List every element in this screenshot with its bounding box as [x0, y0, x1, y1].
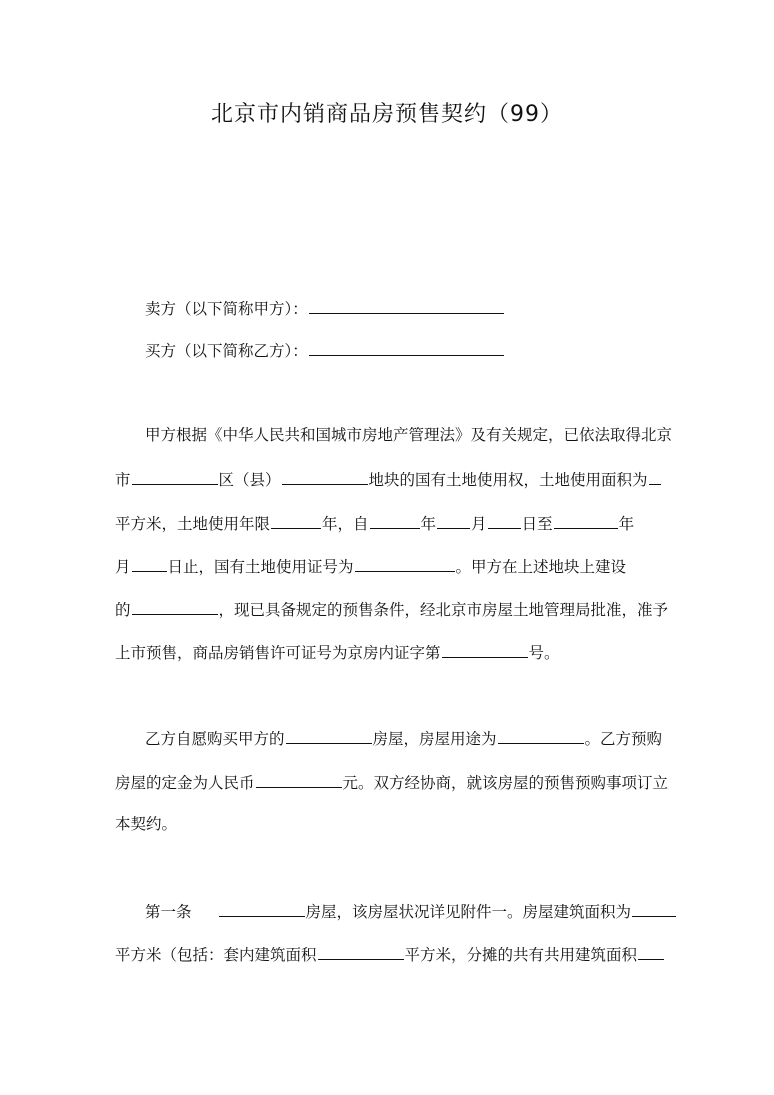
para1-text: 日至: [521, 515, 553, 533]
para1-text: 年，自: [322, 515, 369, 533]
para1-line3: [115, 512, 634, 534]
article1-line1: [145, 900, 677, 922]
para1-line6: [115, 641, 560, 663]
shared-area-blank: [638, 943, 664, 960]
para1-line5: [115, 598, 668, 620]
para1-text: 地块的国有土地使用权，土地使用面积为: [368, 471, 648, 489]
para1-text: ，现已具备规定的预售条件，经北京市房屋土地管理局批准，准予: [218, 601, 669, 619]
para1-line2: [115, 468, 662, 490]
property-blank: [286, 727, 372, 744]
para1-text: 区（县）: [218, 471, 281, 489]
property-use-blank: [498, 727, 584, 744]
para2-text: 房屋，房屋用途为: [372, 730, 497, 748]
buyer-label: 买方（以下简称乙方）：: [145, 342, 308, 360]
end-year-blank: [554, 512, 618, 529]
deposit-amount-blank: [256, 771, 342, 788]
para1-text: 市: [115, 471, 131, 489]
start-month-blank: [437, 512, 470, 529]
article1-heading: 第一条: [145, 903, 192, 921]
para2-line3: [115, 814, 177, 834]
county-blank: [282, 468, 368, 485]
buyer-name-blank: [309, 339, 504, 356]
document-title: 北京市内销商品房预售契约（99）: [211, 102, 563, 127]
para2-text: 本契约。: [115, 815, 178, 833]
seller-line: [145, 297, 505, 319]
para1-text: 上市预售，商品房销售许可证号为京房内证字第: [115, 644, 441, 662]
seller-label: 卖方（以下简称甲方）：: [145, 300, 308, 318]
start-day-blank: [488, 512, 521, 529]
para2-text: 房屋的定金为人民币: [115, 774, 255, 792]
buyer-line: [145, 339, 505, 361]
article1-line2: [115, 943, 665, 965]
para1-text: 月: [471, 515, 487, 533]
project-name-blank: [132, 598, 218, 615]
article1-text: 平方米，分摊的共有共用建筑面积: [404, 946, 638, 964]
land-term-blank: [271, 512, 321, 529]
seller-name-blank: [309, 297, 504, 314]
para1-text: 。甲方在上述地块上建设: [455, 558, 627, 576]
building-area-blank: [632, 900, 676, 917]
article1-text: 房屋，该房屋状况详见附件一。房屋建筑面积为: [305, 903, 632, 921]
para1-text: 年: [618, 515, 635, 533]
para1-text: 号。: [528, 644, 560, 662]
para2-line1: [145, 727, 662, 749]
para2-text: 乙方自愿购买甲方的: [145, 730, 285, 748]
sales-permit-no-blank: [442, 641, 528, 658]
land-cert-no-blank: [355, 555, 455, 572]
para1-line4: [115, 555, 626, 577]
para1-text: 日止，国有土地使用证号为: [167, 558, 354, 576]
para1-text: 甲方根据《中华人民共和国城市房地产管理法》及有关规定，已依法取得北京: [145, 426, 673, 444]
land-area-blank: [649, 468, 661, 485]
article1-property-blank: [219, 900, 305, 917]
end-day-blank: [132, 555, 167, 572]
para1-text: 年: [420, 515, 437, 533]
para1-text: 平方米，土地使用年限: [115, 515, 271, 533]
para2-line2: [115, 771, 668, 793]
para1-text: 的: [115, 601, 131, 619]
article1-text: 平方米（包括：套内建筑面积: [115, 946, 317, 964]
para2-text: 元。双方经协商，就该房屋的预售预购事项订立: [342, 774, 669, 792]
start-year-blank: [370, 512, 420, 529]
para2-text: 。乙方预购: [584, 730, 663, 748]
inner-area-blank: [318, 943, 404, 960]
district-blank: [132, 468, 218, 485]
para1-text: 月: [115, 558, 131, 576]
para1-line1: [145, 425, 672, 445]
